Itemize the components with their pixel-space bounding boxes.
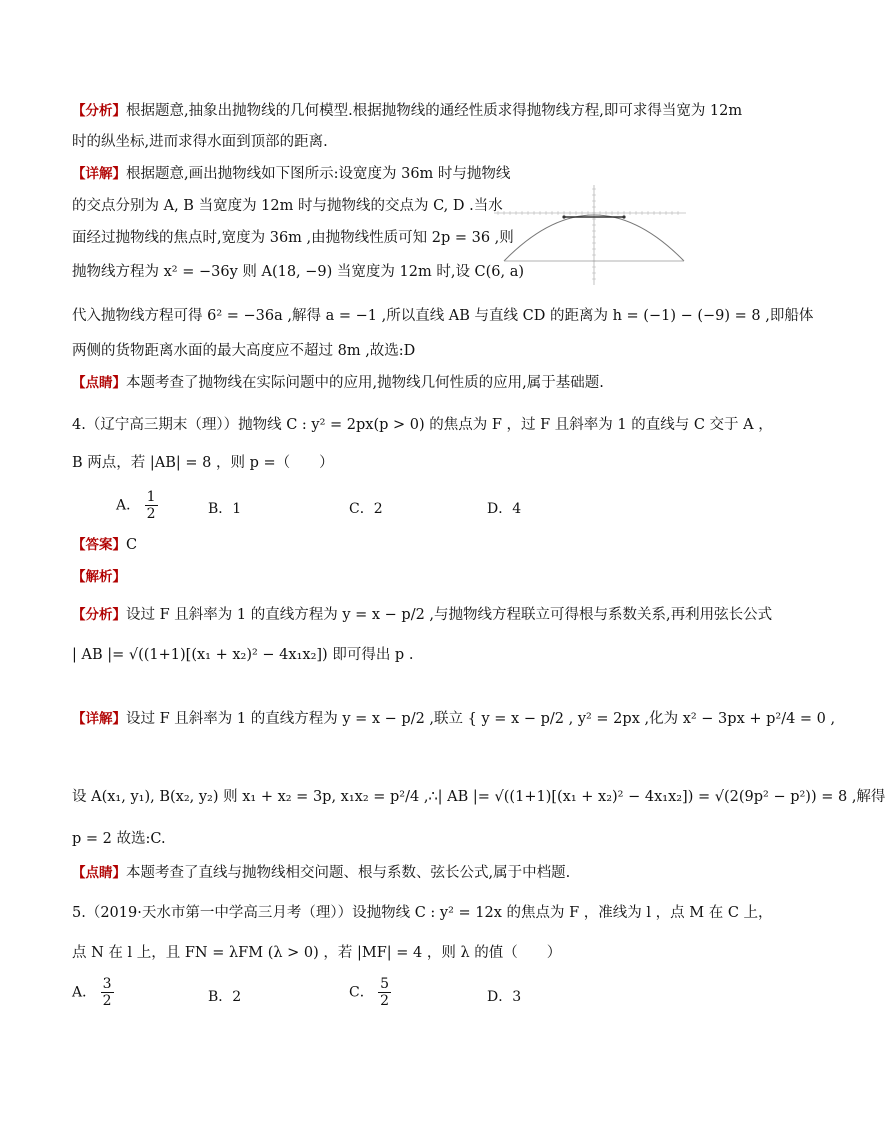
question-4-stem-1: 4.（辽宁高三期末（理））抛物线 C : y² = 2px(p > 0) 的焦点为 F ，过 F 且斜率为 1 的直线与 C 交于 A ， — [72, 417, 773, 433]
q4-answer: 【答案】C — [72, 537, 138, 553]
section-tag: 【点睛】 — [72, 865, 126, 881]
remark-line: 【点睛】本题考查了抛物线在实际问题中的应用,抛物线几何性质的应用,属于基础题. — [72, 375, 604, 391]
section-tag: 【详解】 — [72, 711, 126, 727]
q4-detail-1: 【详解】设过 F 且斜率为 1 的直线方程为 y = x − p/2 ,联立 { y = x − p/2 , y² = 2px ,化为 x² − 3px + p²/4 = 0 , — [72, 711, 836, 727]
detail-line-1: 【详解】根据题意,画出抛物线如下图所示:设宽度为 36m 时与抛物线 — [72, 166, 511, 182]
point-c — [562, 215, 565, 218]
analysis-line-1: 【分析】根据题意,抽象出抛物线的几何模型.根据抛物线的通经性质求得抛物线方程,即可求得当宽为 12m — [72, 103, 743, 119]
detail-line-4: 抛物线方程为 x² = −36y 则 A(18, −9) 当宽度为 12m 时,设 C(6, a) — [72, 264, 525, 280]
question-5-stem-1: 5.（2019·天水市第一中学高三月考（理））设抛物线 C : y² = 12x 的焦点为 F ，准线为 l ，点 M 在 C 上， — [72, 905, 773, 921]
q4-detail-2: 设 A(x₁, y₁), B(x₂, y₂) 则 x₁ + x₂ = 3p, x₁x₂ = p²/4 ,∴| AB |= √((1+1)[(x₁ + x₂)² − 4x₁x₂]) = √(2(9p² − p²)) = 8 ,解得 — [72, 789, 885, 805]
q4-analysis-1: 【分析】设过 F 且斜率为 1 的直线方程为 y = x − p/2 ,与抛物线方程联立可得根与系数关系,再利用弦长公式 — [72, 607, 773, 623]
question-4-stem-2: B 两点，若 |AB| = 8 ，则 p =（ ） — [72, 455, 334, 471]
detail-line-3: 面经过抛物线的焦点时,宽度为 36m ,由抛物线性质可知 2p = 36 ,则 — [72, 230, 514, 246]
detail-line-6: 两侧的货物距离水面的最大高度应不超过 8m ,故选:D — [72, 343, 416, 359]
parabola-figure — [494, 185, 686, 285]
q4-choice-d: D．4 — [487, 501, 522, 517]
q4-choice-a: A． $\frac{1}{2}$ — [116, 489, 156, 522]
q4-choice-c: C．2 — [349, 501, 383, 517]
q4-analysis-2: | AB |= √((1+1)[(x₁ + x₂)² − 4x₁x₂]) 即可得出 p . — [72, 647, 414, 663]
section-tag: 【详解】 — [72, 166, 126, 182]
q4-detail-3: p = 2 故选:C. — [72, 831, 166, 847]
section-tag: 【分析】 — [72, 607, 126, 623]
question-5-stem-2: 点 N 在 l 上，且 FN = λFM (λ > 0) ，若 |MF| = 4 ，则 λ 的值（ ） — [72, 945, 562, 961]
section-tag: 【分析】 — [72, 103, 126, 119]
analysis-line-2: 时的纵坐标,进而求得水面到顶部的距离. — [72, 134, 328, 150]
q4-solution-heading — [72, 566, 126, 588]
q4-remark: 【点睛】本题考查了直线与抛物线相交问题、根与系数、弦长公式,属于中档题. — [72, 865, 571, 881]
section-tag: 【解析】 — [72, 569, 126, 585]
q4-choice-b: B．1 — [208, 501, 242, 517]
section-tag: 【答案】 — [72, 537, 126, 553]
section-tag: 【点睛】 — [72, 375, 126, 391]
q5-choice-a: A． $\frac{3}{2}$ — [72, 976, 112, 1009]
point-d — [622, 215, 625, 218]
detail-line-2: 的交点分别为 A, B 当宽度为 12m 时与抛物线的交点为 C, D .当水 — [72, 198, 503, 214]
detail-line-5: 代入抛物线方程可得 6² = −36a ,解得 a = −1 ,所以直线 AB 与直线 CD 的距离为 h = (−1) − (−9) = 8 ,即船体 — [72, 308, 814, 324]
q5-choice-b: B．2 — [208, 989, 242, 1005]
q5-choice-d: D．3 — [487, 989, 522, 1005]
q5-choice-c: C． $\frac{5}{2}$ — [349, 976, 390, 1009]
